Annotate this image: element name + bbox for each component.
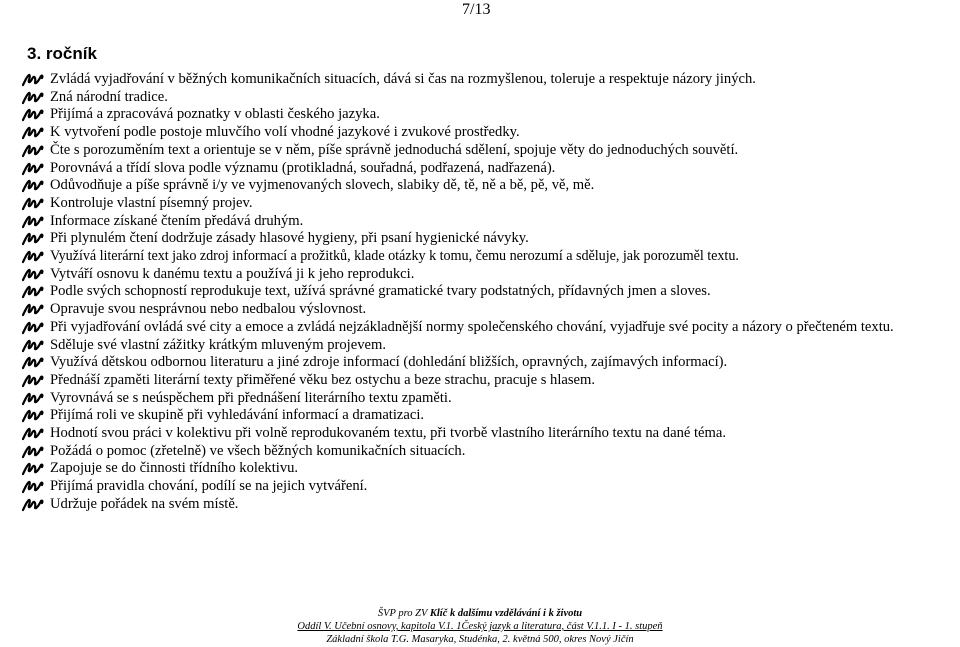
handwriting-bullet-icon: [22, 374, 44, 388]
handwriting-bullet-icon: [22, 197, 44, 211]
list-item: [22, 354, 957, 372]
handwriting-bullet-icon: [22, 126, 44, 140]
list-item: [22, 478, 957, 496]
list-item: [22, 460, 957, 478]
handwriting-bullet-icon: [22, 498, 44, 512]
footer-line-3: Základní škola T.G. Masaryka, Studénka, 2. květná 500, okres Nový Jičín: [326, 634, 634, 645]
list-item: [22, 89, 957, 107]
list-item-text: Přijímá roli ve skupině při vyhledávání informací a dramatizaci.: [50, 407, 425, 424]
list-item-text: Kontroluje vlastní písemný projev.: [50, 194, 253, 211]
handwriting-bullet-icon: [22, 392, 44, 406]
list-item: [22, 496, 957, 514]
list-item: [22, 71, 957, 89]
handwriting-bullet-icon: [22, 250, 44, 264]
list-item-text: Vyrovnává se s neúspěchem při přednášení literárního textu zpaměti.: [50, 389, 452, 406]
handwriting-bullet-icon: [22, 108, 44, 122]
handwriting-bullet-icon: [22, 179, 44, 193]
list-item-text: Při vyjadřování ovládá své city a emoce a zvládá nejzákladnější normy společenského chování, vyjadřuje své pocity a názory o přečteném textu.: [50, 318, 894, 335]
list-item: [22, 213, 957, 231]
footer-motto: Klíč k dalšímu vzdělávání i k životu: [429, 608, 583, 619]
list-item-text: Přednáší zpaměti literární texty přiměřené věku bez ostychu a beze strachu, pracuje s hlasem.: [50, 371, 596, 388]
list-item: [22, 319, 957, 337]
handwriting-bullet-icon: [22, 73, 44, 87]
handwriting-bullet-icon: [22, 356, 44, 370]
list-item: [22, 283, 957, 301]
list-item-text: Udržuje pořádek na svém místě.: [50, 495, 239, 512]
handwriting-bullet-icon: [22, 303, 44, 317]
handwriting-bullet-icon: [22, 339, 44, 353]
list-item-text: Zapojuje se do činnosti třídního kolektivu.: [50, 460, 299, 477]
list-item: [22, 425, 957, 443]
list-item: [22, 248, 957, 266]
handwriting-bullet-icon: [22, 91, 44, 105]
list-item: [22, 301, 957, 319]
list-item-text: Podle svých schopností reprodukuje text, užívá správné gramatické tvary podstatných, přídavných jmen a sloves.: [50, 283, 711, 300]
list-item-text: Odůvodňuje a píše správně i/y ve vyjmenovaných slovech, slabiky dě, tě, ně a bě, pě, vě, mě.: [50, 177, 595, 194]
list-item-text: Informace získané čtením předává druhým.: [50, 212, 304, 229]
list-item: [22, 407, 957, 425]
list-item-text: Využívá literární text jako zdroj informací a prožitků, klade otázky k tomu, čemu nerozumí a sděluje, jak porozuměl textu.: [50, 248, 739, 265]
footer-line-2: Oddíl V. Učební osnovy, kapitola V.1. 1Český jazyk a literatura, část V.1.1. I - 1. stupeň: [297, 621, 663, 632]
list-item: [22, 337, 957, 355]
list-item: [22, 230, 957, 248]
list-item-text: Opravuje svou nesprávnou nebo nedbalou výslovnost.: [50, 301, 367, 318]
handwriting-bullet-icon: [22, 409, 44, 423]
list-item-text: Čte s porozuměním text a orientuje se v něm, píše správně jednoduchá sdělení, spojuje věty do jednoduchých souvětí.: [50, 141, 739, 158]
list-item-text: Přijímá a zpracovává poznatky v oblasti českého jazyka.: [50, 106, 380, 123]
handwriting-bullet-icon: [22, 162, 44, 176]
list-item-text: Při plynulém čtení dodržuje zásady hlasové hygieny, při psaní hygienické návyky.: [50, 230, 529, 247]
handwriting-bullet-icon: [22, 462, 44, 476]
handwriting-bullet-icon: [22, 480, 44, 494]
handwriting-bullet-icon: [22, 232, 44, 246]
list-item: [22, 160, 957, 178]
list-item: [22, 390, 957, 408]
list-item: [22, 106, 957, 124]
footer-program: ŠVP pro ZV: [377, 608, 430, 619]
outcomes-list: [22, 71, 957, 514]
footer-line-1: [0, 607, 960, 620]
list-item-text: Zvládá vyjadřování v běžných komunikačních situacích, dává si čas na rozmyšlenou, toleruje a respektuje názory jiných.: [50, 71, 756, 87]
list-item-text: Přijímá pravidla chování, podílí se na jejich vytváření.: [50, 478, 368, 495]
list-item: [22, 142, 957, 160]
footer: [0, 607, 960, 646]
list-item: [22, 443, 957, 461]
page-number: 7/13: [462, 1, 491, 18]
list-item-text: Sděluje své vlastní zážitky krátkým mluveným projevem.: [50, 336, 386, 353]
list-item-text: Vytváří osnovu k danému textu a používá ji k jeho reprodukci.: [50, 265, 415, 282]
list-item-text: Požádá o pomoc (zřetelně) ve všech běžných komunikačních situacích.: [50, 442, 466, 459]
handwriting-bullet-icon: [22, 285, 44, 299]
list-item: [22, 266, 957, 284]
list-item-text: Hodnotí svou práci v kolektivu při volně reprodukovaném textu, při tvorbě vlastního literárního textu na dané téma.: [50, 425, 727, 442]
list-item: [22, 372, 957, 390]
list-item: [22, 195, 957, 213]
list-item: [22, 177, 957, 195]
handwriting-bullet-icon: [22, 427, 44, 441]
list-item-text: Porovnává a třídí slova podle významu (protikladná, souřadná, podřazená, nadřazená).: [50, 159, 556, 176]
list-item: [22, 124, 957, 142]
handwriting-bullet-icon: [22, 321, 44, 335]
list-item-text: Využívá dětskou odbornou literaturu a jiné zdroje informací (dohledání bližších, opravných, zajímavých informací).: [50, 354, 728, 371]
handwriting-bullet-icon: [22, 144, 44, 158]
handwriting-bullet-icon: [22, 268, 44, 282]
handwriting-bullet-icon: [22, 445, 44, 459]
list-item-text: K vytvoření podle postoje mluvčího volí vhodné jazykové i zvukové prostředky.: [50, 124, 520, 141]
list-item-text: Zná národní tradice.: [50, 88, 168, 105]
section-heading: 3. ročník: [27, 44, 97, 63]
handwriting-bullet-icon: [22, 215, 44, 229]
